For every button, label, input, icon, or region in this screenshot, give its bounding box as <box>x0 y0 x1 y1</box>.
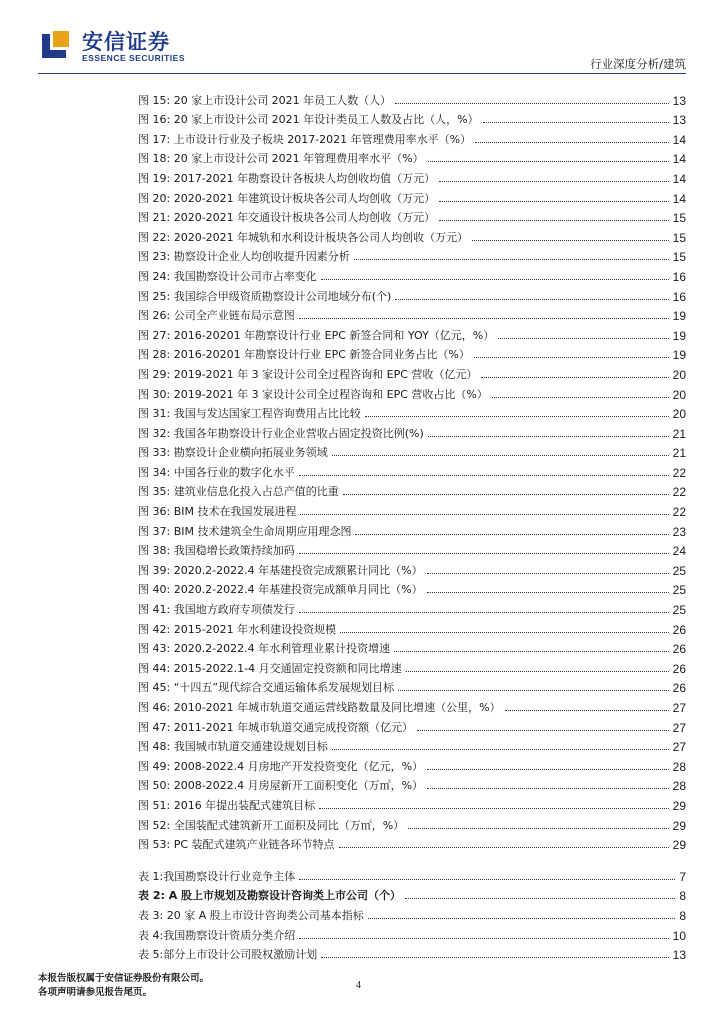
figure-entry-page: 15 <box>672 250 686 265</box>
figure-entry-page: 29 <box>672 838 686 853</box>
figure-entry-label: 图 40: 2020.2-2022.4 年基建投资完成额单月同比（%） <box>138 583 423 597</box>
figure-entry-label: 图 34: 中国各行业的数字化水平 <box>138 465 295 479</box>
figure-entry-page: 29 <box>672 798 686 813</box>
figure-entry[interactable] <box>138 754 686 774</box>
logo-mark-icon <box>38 28 72 62</box>
figure-entry-label: 图 30: 2019-2021 年 3 家设计公司全过程咨询和 EPC 营收占比（%） <box>138 387 488 401</box>
list-gap <box>138 852 686 864</box>
figure-entry-page: 14 <box>672 191 686 206</box>
table-entry-label: 表 5:部分上市设计公司股权激励计划 <box>138 948 318 962</box>
figure-entry[interactable] <box>138 421 686 441</box>
dot-leader <box>472 240 668 241</box>
figure-entry[interactable] <box>138 695 686 715</box>
dot-leader <box>355 534 668 535</box>
dot-leader <box>395 103 668 104</box>
dot-leader <box>439 220 668 221</box>
figure-entry-label: 图 33: 勘察设计企业横向拓展业务领域 <box>138 446 328 460</box>
figure-entry-page: 19 <box>672 309 686 324</box>
figure-entry-label: 图 53: PC 装配式建筑产业链各环节特点 <box>138 838 335 852</box>
figure-entry-page: 27 <box>672 701 686 715</box>
figure-entry[interactable] <box>138 304 686 324</box>
figure-entry-label: 图 28: 2016-20201 年勘察设计行业 EPC 新签合同业务占比（%） <box>138 348 470 362</box>
dot-leader <box>319 808 668 809</box>
dot-leader <box>299 475 669 476</box>
table-entry-page: 13 <box>672 948 686 963</box>
figure-entry[interactable] <box>138 519 686 539</box>
dot-leader <box>339 847 669 848</box>
table-entry-label: 表 4:我国勘察设计资质分类介绍 <box>138 928 296 942</box>
table-entry-page: 8 <box>679 908 686 923</box>
company-logo <box>38 26 198 66</box>
figure-entry-page: 26 <box>672 661 686 676</box>
figure-entry-page: 20 <box>672 387 686 402</box>
figure-entry-label: 图 29: 2019-2021 年 3 家设计公司全过程咨询和 EPC 营收（亿元） <box>138 367 478 381</box>
figure-entry-label: 图 52: 全国装配式建筑新开工面积及同比（万㎡，%） <box>138 818 405 832</box>
figure-entry-label: 图 49: 2008-2022.4 月房地产开发投资变化（亿元，%） <box>138 759 424 773</box>
dot-leader <box>505 710 669 711</box>
dot-leader <box>299 879 675 880</box>
figure-entry-page: 23 <box>672 524 686 539</box>
figure-entry-page: 16 <box>672 289 686 304</box>
figure-entry-label: 图 46: 2010-2021 年城市轨道交通运营线路数量及同比增速（公里，%） <box>138 701 501 714</box>
dot-leader <box>439 201 668 202</box>
table-of-contents <box>138 88 686 962</box>
figure-entry-label: 图 18: 20 家上市设计公司 2021 年管理费用率水平（%） <box>138 152 424 166</box>
figure-entry-page: 21 <box>672 446 686 461</box>
figure-entry-label: 图 27: 2016-20201 年勘察设计行业 EPC 新签合同和 YOY（亿元，%） <box>138 328 495 342</box>
figure-entry-page: 13 <box>672 93 686 108</box>
dot-leader <box>300 514 668 515</box>
figure-entry-label: 图 22: 2020-2021 年城轨和水利设计板块各公司人均创收（万元） <box>138 230 469 244</box>
figure-entry[interactable] <box>138 793 686 813</box>
figure-entry-page: 15 <box>672 211 686 226</box>
dot-leader <box>299 938 668 939</box>
copyright-line: 本报告版权属于安信证券股份有限公司。 <box>38 973 210 984</box>
figure-entry[interactable] <box>138 578 686 598</box>
figure-entry-label: 图 44: 2015-2022.1-4 月交通固定投资额和同比增速 <box>138 661 402 675</box>
figure-entry-label: 图 17: 上市设计行业及子板块 2017-2021 年管理费用率水平（%） <box>138 132 472 146</box>
figure-entry[interactable] <box>138 382 686 402</box>
logo-english-name: ESSENCE SECURITIES <box>82 53 185 63</box>
table-list <box>138 864 686 962</box>
figure-entry-page: 15 <box>672 230 686 245</box>
dot-leader <box>427 573 669 574</box>
figure-entry[interactable] <box>138 127 686 147</box>
figure-entry-page: 24 <box>672 544 686 559</box>
table-entry[interactable] <box>138 884 686 904</box>
figure-entry-page: 26 <box>672 622 686 637</box>
dot-leader <box>483 122 669 123</box>
figure-entry-page: 28 <box>672 759 686 774</box>
figure-entry[interactable] <box>138 284 686 304</box>
figure-entry-label: 图 47: 2011-2021 年城市轨道交通完成投资额（亿元） <box>138 720 414 734</box>
table-entry-label: 表 2: A 股上市规划及勘察设计咨询类上市公司（个） <box>138 889 402 903</box>
figure-entry[interactable] <box>138 833 686 853</box>
figure-entry-label: 图 51: 2016 年提出装配式建筑目标 <box>138 798 316 812</box>
figure-entry-page: 25 <box>672 563 686 578</box>
figure-entry-page: 25 <box>672 603 686 618</box>
dot-leader <box>408 828 668 829</box>
figure-entry-label: 图 37: BIM 技术建筑全生命周期应用理念图 <box>138 524 352 538</box>
dot-leader <box>406 671 669 672</box>
figure-entry-page: 14 <box>672 152 686 167</box>
figure-entry[interactable] <box>138 225 686 245</box>
dot-leader <box>405 898 675 899</box>
dot-leader <box>428 436 669 437</box>
figure-entry[interactable] <box>138 88 686 108</box>
figure-entry-page: 25 <box>672 583 686 598</box>
figure-entry[interactable] <box>138 735 686 755</box>
dot-leader <box>299 553 669 554</box>
figure-entry-page: 16 <box>672 269 686 284</box>
dot-leader <box>365 416 669 417</box>
figure-entry-page: 19 <box>672 328 686 343</box>
figure-entry-page: 14 <box>672 132 686 147</box>
copyright-notice <box>38 972 209 1000</box>
figure-entry[interactable] <box>138 656 686 676</box>
figure-entry[interactable] <box>138 597 686 617</box>
figure-entry[interactable] <box>138 206 686 226</box>
figure-entry-label: 图 19: 2017-2021 年勘察设计各板块人均创收均值（万元） <box>138 171 436 185</box>
table-entry[interactable] <box>138 864 686 884</box>
dot-leader <box>475 142 669 143</box>
dot-leader <box>417 730 668 731</box>
figure-entry-label: 图 38: 我国稳增长政策持续加码 <box>138 544 295 558</box>
figure-entry-page: 20 <box>672 407 686 422</box>
figure-entry[interactable] <box>138 617 686 637</box>
figure-entry-label: 图 21: 2020-2021 年交通设计板块各公司人均创收（万元） <box>138 211 436 225</box>
dot-leader <box>439 181 668 182</box>
dot-leader <box>498 338 668 339</box>
figure-entry[interactable] <box>138 166 686 186</box>
figure-entry-label: 图 31: 我国与发达国家工程咨询费用占比比较 <box>138 407 361 421</box>
figure-entry-page: 27 <box>672 720 686 735</box>
dot-leader <box>321 957 668 958</box>
dot-leader <box>428 161 669 162</box>
dot-leader <box>299 318 669 319</box>
figure-entry-page: 26 <box>672 642 686 657</box>
figure-entry-page: 19 <box>672 348 686 363</box>
table-entry[interactable] <box>138 943 686 963</box>
figure-entry[interactable] <box>138 637 686 657</box>
dot-leader <box>427 788 669 789</box>
figure-entry-label: 图 50: 2008-2022.4 月房屋新开工面积变化（万㎡，%） <box>138 779 424 793</box>
report-section-label: 行业深度分析/建筑 <box>590 57 686 71</box>
figure-entry-label: 图 36: BIM 技术在我国发展进程 <box>138 505 297 519</box>
table-entry-label: 表 1:我国勘察设计行业竞争主体 <box>138 869 296 883</box>
page-number: 4 <box>356 980 361 991</box>
dot-leader <box>299 612 669 613</box>
figure-entry-page: 20 <box>672 367 686 382</box>
table-entry-page: 7 <box>679 869 686 884</box>
figure-entry[interactable] <box>138 343 686 363</box>
figure-entry-page: 29 <box>672 818 686 833</box>
figure-entry[interactable] <box>138 147 686 167</box>
figure-entry[interactable] <box>138 362 686 382</box>
figure-entry[interactable] <box>138 441 686 461</box>
figure-entry[interactable] <box>138 499 686 519</box>
figure-entry-label: 图 25: 我国综合甲级资质勘察设计公司地域分布(个) <box>138 289 392 303</box>
figure-entry-label: 图 24: 我国勘察设计公司市占率变化 <box>138 269 317 283</box>
logo-chinese-name: 安信证券 <box>82 30 170 54</box>
figure-entry-page: 26 <box>672 681 686 696</box>
figure-entry-label: 图 26: 公司全产业链布局示意图 <box>138 309 295 323</box>
figure-entry-label: 图 48: 我国城市轨道交通建设规划目标 <box>138 740 328 754</box>
dot-leader <box>481 377 668 378</box>
figure-entry-page: 22 <box>672 465 686 480</box>
figure-entry-page: 27 <box>672 740 686 755</box>
figure-entry-page: 22 <box>672 485 686 500</box>
figure-entry-label: 图 32: 我国各年勘察设计行业企业营收占固定投资比例(%) <box>138 426 424 440</box>
figure-entry[interactable] <box>138 480 686 500</box>
figure-entry-page: 14 <box>672 171 686 186</box>
table-entry[interactable] <box>138 903 686 923</box>
figure-entry[interactable] <box>138 460 686 480</box>
figure-entry[interactable] <box>138 539 686 559</box>
figure-entry-page: 28 <box>672 779 686 794</box>
figure-entry-label: 图 15: 20 家上市设计公司 2021 年员工人数（人） <box>138 93 392 107</box>
dot-leader <box>354 259 669 260</box>
dot-leader <box>340 632 668 633</box>
disclaimer-line: 各项声明请参见报告尾页。 <box>38 987 153 998</box>
dot-leader <box>492 397 669 398</box>
table-entry-label: 表 3: 20 家 A 股上市设计咨询类公司基本指标 <box>138 908 364 922</box>
figure-entry-label: 图 41: 我国地方政府专项债发行 <box>138 603 295 617</box>
figure-entry[interactable] <box>138 245 686 265</box>
figure-entry-label: 图 43: 2020.2-2022.4 年水利管理业累计投资增速 <box>138 642 391 656</box>
header-divider <box>38 73 686 74</box>
table-entry-page: 10 <box>672 928 686 943</box>
dot-leader <box>427 592 669 593</box>
figure-entry[interactable] <box>138 186 686 206</box>
dot-leader <box>394 651 669 652</box>
dot-leader <box>332 455 669 456</box>
figure-entry[interactable] <box>138 715 686 735</box>
figure-entry-label: 图 35: 建筑业信息化投入占总产值的比重 <box>138 485 339 499</box>
figure-entry[interactable] <box>138 108 686 128</box>
dot-leader <box>427 769 669 770</box>
dot-leader <box>321 279 669 280</box>
dot-leader <box>398 690 669 691</box>
figure-list <box>138 88 686 852</box>
dot-leader <box>368 918 676 919</box>
table-entry[interactable] <box>138 923 686 943</box>
figure-entry[interactable] <box>138 813 686 833</box>
figure-entry-label: 图 39: 2020.2-2022.4 年基建投资完成额累计同比（%） <box>138 563 423 577</box>
figure-entry[interactable] <box>138 402 686 422</box>
dot-leader <box>343 494 669 495</box>
figure-entry[interactable] <box>138 323 686 343</box>
figure-entry[interactable] <box>138 774 686 794</box>
table-entry-page: 8 <box>679 889 686 904</box>
figure-entry-label: 图 45: “十四五”现代综合交通运输体系发展规划目标 <box>138 681 395 695</box>
figure-entry[interactable] <box>138 264 686 284</box>
figure-entry-page: 21 <box>672 426 686 441</box>
figure-entry-label: 图 16: 20 家上市设计公司 2021 年设计类员工人数及占比（人，%） <box>138 113 479 127</box>
dot-leader <box>332 749 669 750</box>
dot-leader <box>395 299 668 300</box>
figure-entry-label: 图 42: 2015-2021 年水利建设投资规模 <box>138 622 337 636</box>
figure-entry-label: 图 23: 勘察设计企业人均创收提升因素分析 <box>138 250 350 264</box>
figure-entry-page: 13 <box>672 113 686 128</box>
figure-entry-label: 图 20: 2020-2021 年建筑设计板块各公司人均创收（万元） <box>138 191 436 205</box>
figure-entry[interactable] <box>138 676 686 696</box>
figure-entry[interactable] <box>138 558 686 578</box>
figure-entry-page: 22 <box>672 505 686 520</box>
dot-leader <box>474 357 669 358</box>
